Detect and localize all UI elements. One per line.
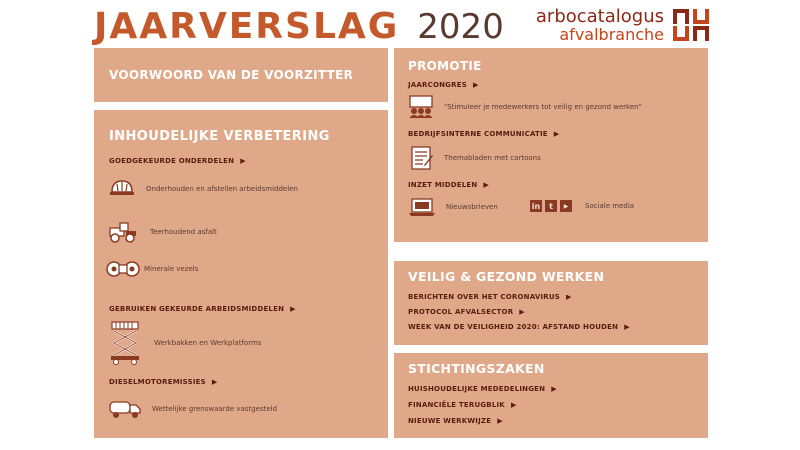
huishoudelijke-mededelingen-label: HUISHOUDELIJKE MEDEDELINGEN [408, 385, 546, 393]
panel-stichtingszaken [394, 353, 708, 438]
gebruiken-gekeurde-arbeidsmiddelen-link[interactable] [109, 305, 296, 313]
page-title [94, 6, 504, 46]
arrow-right-icon: ▶ [553, 130, 560, 138]
financiele-terugblik-link[interactable] [408, 401, 517, 409]
jaarcongres-label: JAARCONGRES [408, 81, 467, 89]
presentation-icon [408, 95, 434, 119]
werkbakken-label: Werkbakken en Werkplatforms [154, 339, 262, 347]
coronavirus-link[interactable] [408, 293, 572, 301]
twitter-icon[interactable]: t [545, 200, 557, 212]
sociale-media-link[interactable] [530, 200, 634, 212]
youtube-icon[interactable]: ▶ [560, 200, 572, 212]
minerale-vezels-label: Minerale vezels [144, 265, 199, 273]
voorwoord-title[interactable]: VOORWOORD VAN DE VOORZITTER [109, 68, 354, 82]
title-year: 2020 [417, 7, 504, 47]
list-item-teerhoudend-asfalt[interactable] [106, 221, 217, 243]
arrow-right-icon: ▶ [472, 81, 479, 89]
list-item-minerale-vezels[interactable] [106, 260, 198, 278]
coronavirus-label: BERICHTEN OVER HET CORONAVIRUS [408, 293, 560, 301]
linkedin-icon[interactable]: in [531, 201, 541, 211]
laptop-icon [408, 197, 436, 217]
document-icon [410, 145, 434, 171]
list-item-stimuleer[interactable] [408, 95, 642, 119]
arrow-right-icon: ▶ [497, 417, 503, 425]
panel-veilig-gezond-werken [394, 261, 708, 345]
fibers-icon [106, 260, 140, 278]
nieuwe-werkwijze-label: NIEUWE WERKWIJZE [408, 417, 492, 425]
nieuwe-werkwijze-link[interactable] [408, 417, 503, 425]
inzet-middelen-label: INZET MIDDELEN [408, 181, 478, 189]
brand-line-1: arbocatalogus [535, 6, 664, 27]
huishoudelijke-mededelingen-link[interactable] [408, 385, 557, 393]
veilig-title: VEILIG & GEZOND WERKEN [408, 269, 605, 284]
sociale-media-label: Sociale media [585, 202, 635, 210]
teerhoudend-asfalt-label: Teerhoudend asfalt [150, 228, 217, 236]
brand-mark-icon [672, 8, 710, 42]
week-van-de-veiligheid-label: WEEK VAN DE VEILIGHEID 2020: AFSTAND HOUDEN [408, 323, 619, 331]
nieuwsbrieven-label: Nieuwsbrieven [446, 203, 498, 211]
dieselmotoremissies-label: DIESELMOTOREMISSIES [109, 378, 206, 386]
promotie-title: PROMOTIE [408, 59, 482, 73]
dieselmotoremissies-link[interactable] [109, 378, 217, 386]
truck-icon [108, 399, 142, 419]
brand-logo[interactable] [535, 6, 710, 44]
onderhouden-label: Onderhouden en afstellen arbeidsmiddelen [146, 185, 298, 193]
stimuleer-label: "Stimuleer je medewerkers tot veilig en gezond werken" [444, 103, 642, 111]
list-item-wettelijke-grenswaarde[interactable] [108, 399, 277, 419]
protocol-afvalsector-link[interactable] [408, 308, 525, 316]
goedgekeurde-onderdelen-link[interactable] [109, 157, 246, 165]
arrow-right-icon: ▶ [240, 157, 246, 165]
jaarcongres-link[interactable] [408, 81, 479, 89]
week-van-de-veiligheid-link[interactable] [408, 323, 630, 331]
themabladen-label: Themabladen met cartoons [444, 154, 541, 162]
wettelijke-grenswaarde-label: Wettelijke grenswaarde vastgesteld [152, 405, 278, 413]
scissor-lift-icon [110, 321, 140, 365]
bedrijfsinterne-communicatie-label: BEDRIJFSINTERNE COMMUNICATIE [408, 130, 548, 138]
arrow-right-icon: ▶ [211, 378, 218, 386]
arrow-right-icon: ▶ [483, 181, 489, 189]
arrow-right-icon: ▶ [565, 293, 572, 301]
arrow-right-icon: ▶ [290, 305, 296, 313]
gebruiken-gekeurde-arbeidsmiddelen-label: GEBRUIKEN GEKEURDE ARBEIDSMIDDELEN [109, 305, 285, 313]
panel-voorwoord[interactable] [94, 48, 388, 102]
panel-inhoudelijke-verbetering [94, 110, 388, 438]
inzet-middelen-link[interactable] [408, 181, 489, 189]
list-item-onderhouden[interactable] [108, 178, 298, 200]
tractor-icon [106, 221, 140, 243]
arrow-right-icon: ▶ [519, 308, 525, 316]
financiele-terugblik-label: FINANCIËLE TERUGBLIK [408, 401, 505, 409]
helmet-icon [108, 178, 136, 200]
list-item-themabladen[interactable] [410, 145, 541, 171]
protocol-afvalsector-label: PROTOCOL AFVALSECTOR [408, 308, 514, 316]
list-item-nieuwsbrieven[interactable] [408, 197, 498, 217]
goedgekeurde-onderdelen-label: GOEDGEKEURDE ONDERDELEN [109, 157, 235, 165]
bedrijfsinterne-communicatie-link[interactable] [408, 130, 559, 138]
title-main: JAARVERSLAG [94, 6, 400, 47]
arrow-right-icon: ▶ [624, 323, 630, 331]
inhoud-title: INHOUDELIJKE VERBETERING [109, 129, 330, 144]
stichting-title: STICHTINGSZAKEN [408, 361, 545, 376]
brand-line-2: afvalbranche [559, 25, 664, 44]
panel-promotie [394, 48, 708, 242]
list-item-werkbakken[interactable] [110, 321, 261, 365]
arrow-right-icon: ▶ [510, 401, 517, 409]
arrow-right-icon: ▶ [551, 385, 557, 393]
